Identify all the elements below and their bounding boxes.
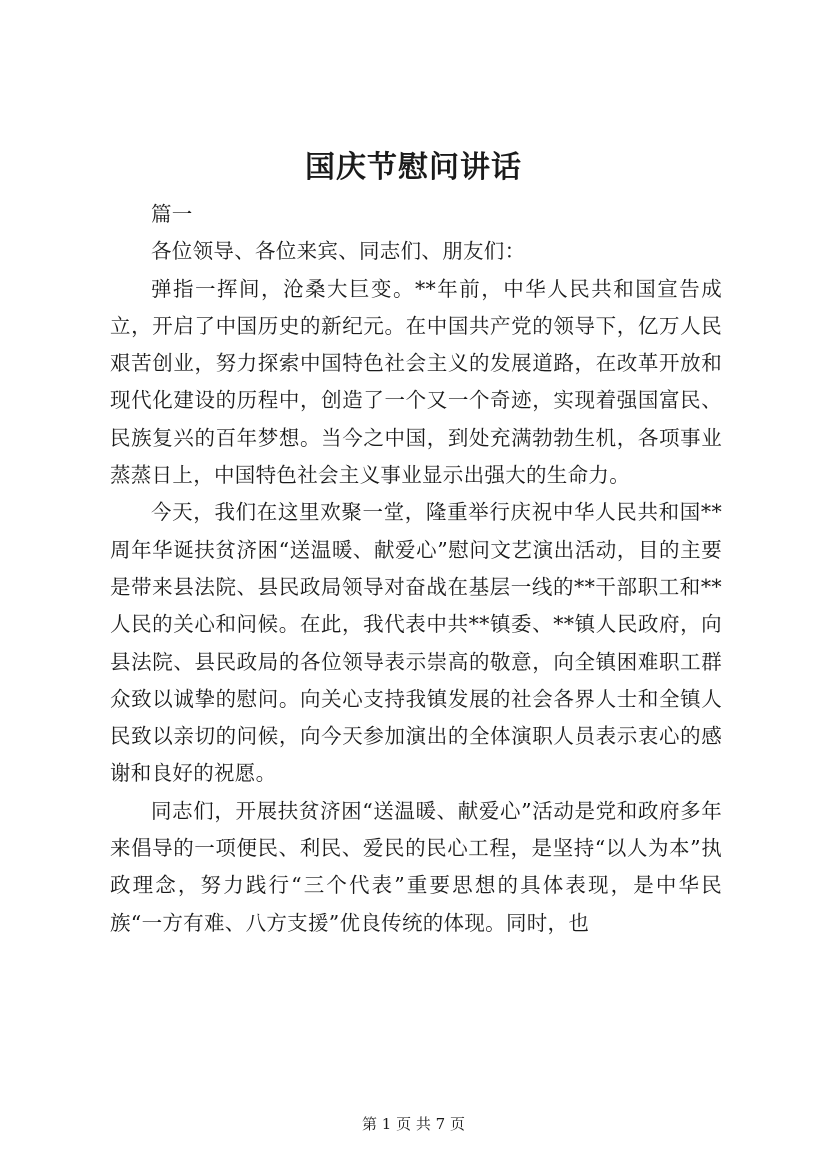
body-paragraph-3: 同志们，开展扶贫济困“送温暖、献爱心”活动是党和政府多年来倡导的一项便民、利民、爱民的民心工程，是坚持“以人为本”执政理念，努力践行“三个代表”重要思想的具体表现，是中华民族“一方有难、八方支援”优良传统的体现。同时，也: [110, 798, 722, 935]
page-number-footer: 第 1 页 共 7 页: [362, 1115, 465, 1133]
body-paragraph-2: 今天，我们在这里欢聚一堂，隆重举行庆祝中华人民共和国**周年华诞扶贫济困“送温暖、献爱心”慰问文艺演出活动，目的主要是带来县法院、县民政局领导对奋战在基层一线的**干部职工和**人民的关心和问候。在此，我代表中共**镇委、**镇人民政府，向县法院、县民政局的各位领导表示崇高的敬意，向全镇困难职工群众致以诚挚的慰问。向关心支持我镇发展的社会各界人士和全镇人民致以亲切的问候，向今天参加演出的全体演职人员表示衷心的感谢和良好的祝愿。: [110, 500, 722, 786]
salutation-paragraph: 各位领导、各位来宾、同志们、朋友们：: [151, 239, 526, 264]
body-paragraph-1: 弹指一挥间，沧桑大巨变。**年前，中华人民共和国宣告成立，开启了中国历史的新纪元。在中国共产党的领导下，亿万人民艰苦创业，努力探索中国特色社会主义的发展道路，在改革开放和现代化建设的历程中，创造了一个又一个奇迹，实现着强国富民、民族复兴的百年梦想。当今之中国，到处充满勃勃生机，各项事业蒸蒸日上，中国特色社会主义事业显示出强大的生命力。: [110, 276, 722, 488]
document-body: [110, 196, 722, 942]
section-heading: 篇一: [151, 202, 193, 226]
document-title: 国庆节慰问讲话: [305, 150, 522, 185]
